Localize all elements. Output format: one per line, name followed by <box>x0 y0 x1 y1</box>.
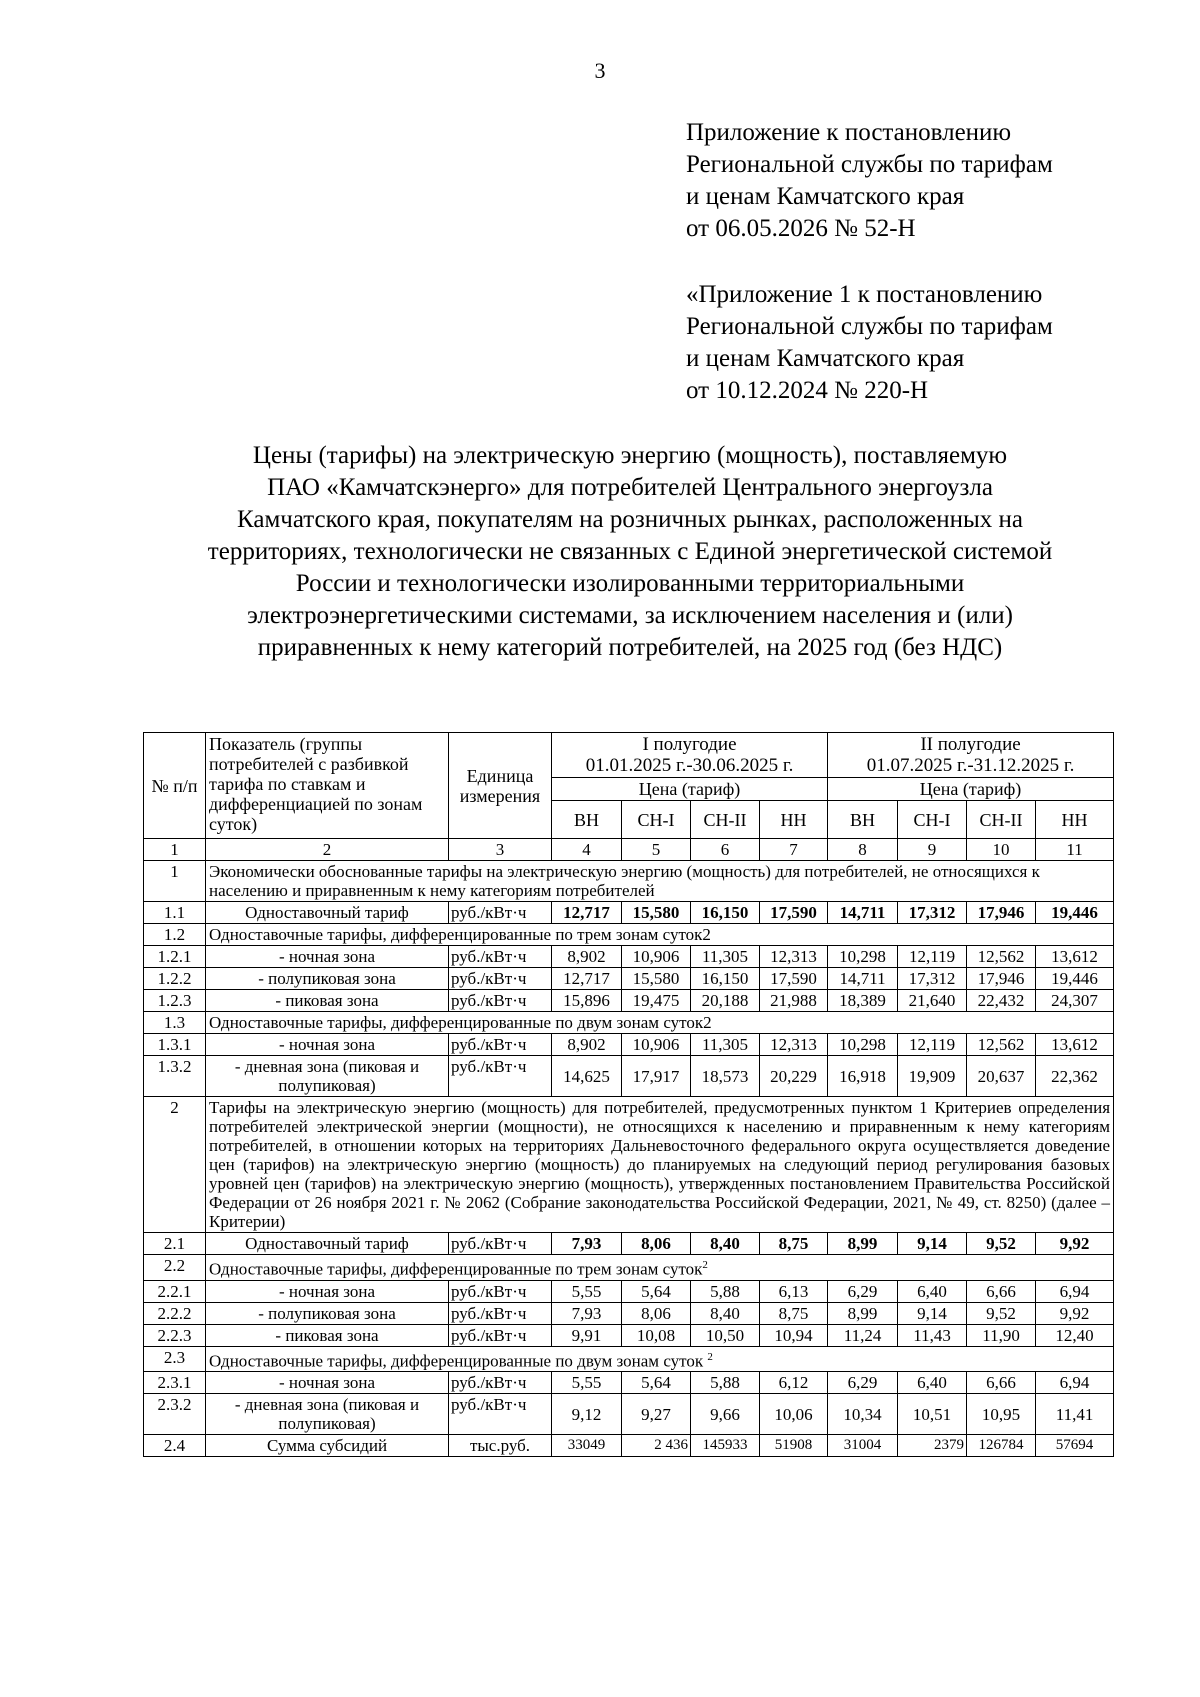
row-value: 11,305 <box>691 946 760 968</box>
title-line: Цены (тарифы) на электрическую энергию (мощность), поставляемую <box>252 442 1008 469</box>
row-value: 10,94 <box>760 1324 828 1346</box>
subsection-row <box>144 1255 1114 1281</box>
row-value: 9,66 <box>691 1394 760 1435</box>
table-row <box>144 1435 1114 1457</box>
title-line: электроэнергетическими системами, за исключением населения и (или) <box>247 602 1013 629</box>
col-number: 10 <box>967 839 1036 861</box>
row-value: 8,06 <box>622 1302 691 1324</box>
subsection-text <box>206 1255 1114 1281</box>
row-value: 22,362 <box>1036 1056 1114 1097</box>
row-name: - дневная зона (пиковая и полупиковая) <box>206 1394 449 1435</box>
row-num: 1.3.2 <box>144 1056 206 1097</box>
appendix-reference <box>686 117 1053 245</box>
row-unit: руб./кВт·ч <box>449 1372 552 1394</box>
row-name: - ночная зона <box>206 1034 449 1056</box>
previous-appendix-reference <box>686 279 1053 407</box>
header-indicator: Показатель (группы потребителей с разбивкой тарифа по ставкам и дифференциацией по зонам суток) <box>206 733 449 839</box>
table-row <box>144 968 1114 990</box>
row-value: 8,40 <box>691 1302 760 1324</box>
header-level: НН <box>760 801 828 839</box>
row-value: 6,12 <box>760 1372 828 1394</box>
row-value: 13,612 <box>1036 946 1114 968</box>
row-value: 17,946 <box>967 968 1036 990</box>
tariff-table <box>143 732 1114 1457</box>
row-unit: руб./кВт·ч <box>449 1280 552 1302</box>
title-line: приравненных к нему категорий потребителей, на 2025 год (без НДС) <box>257 634 1003 661</box>
half-1-period: 01.01.2025 г.-30.06.2025 г. <box>585 755 794 776</box>
subsection-text: Одноставочные тарифы, дифференцированные по трем зонам суток2 <box>206 924 1114 946</box>
table-row <box>144 1233 1114 1255</box>
appendix-line: «Приложение 1 к постановлению <box>686 281 1043 308</box>
row-value: 9,91 <box>552 1324 622 1346</box>
row-value: 9,14 <box>898 1302 967 1324</box>
row-value: 11,24 <box>828 1324 898 1346</box>
row-value: 10,298 <box>828 946 898 968</box>
row-value: 15,580 <box>622 968 691 990</box>
row-value: 12,313 <box>760 1034 828 1056</box>
row-value: 18,573 <box>691 1056 760 1097</box>
row-num: 1.2 <box>144 924 206 946</box>
row-value: 6,13 <box>760 1280 828 1302</box>
title-line: России и технологически изолированными территориальными <box>295 570 965 597</box>
row-value: 11,41 <box>1036 1394 1114 1435</box>
header-unit: Единица измерения <box>449 733 552 839</box>
row-value: 2379 <box>898 1435 967 1457</box>
row-unit: руб./кВт·ч <box>449 946 552 968</box>
row-value: 20,229 <box>760 1056 828 1097</box>
col-number: 6 <box>691 839 760 861</box>
row-value: 14,711 <box>828 968 898 990</box>
subsection-row <box>144 1346 1114 1372</box>
header-level: ВН <box>552 801 622 839</box>
row-name: Одноставочный тариф <box>206 1233 449 1255</box>
row-num: 2.2 <box>144 1255 206 1281</box>
row-value: 24,307 <box>1036 990 1114 1012</box>
row-value: 10,298 <box>828 1034 898 1056</box>
row-value: 11,43 <box>898 1324 967 1346</box>
appendix-line: Региональной службы по тарифам <box>686 151 1053 178</box>
table-row <box>144 1324 1114 1346</box>
header-level: НН <box>1036 801 1114 839</box>
header-level: ВН <box>828 801 898 839</box>
row-num: 2.1 <box>144 1233 206 1255</box>
table-row <box>144 1372 1114 1394</box>
row-value: 8,40 <box>691 1233 760 1255</box>
row-value: 8,75 <box>760 1233 828 1255</box>
subsection-text <box>206 1346 1114 1372</box>
row-value: 12,717 <box>552 902 622 924</box>
row-value: 9,52 <box>967 1302 1036 1324</box>
subsection-row <box>144 924 1114 946</box>
row-value: 6,94 <box>1036 1280 1114 1302</box>
row-num: 2.3 <box>144 1346 206 1372</box>
row-value: 19,446 <box>1036 902 1114 924</box>
half-1-title: I полугодие <box>642 734 737 755</box>
row-num: 2.3.2 <box>144 1394 206 1435</box>
row-value: 12,119 <box>898 1034 967 1056</box>
row-value: 19,475 <box>622 990 691 1012</box>
row-value: 13,612 <box>1036 1034 1114 1056</box>
col-number: 11 <box>1036 839 1114 861</box>
row-value: 17,590 <box>760 968 828 990</box>
row-value: 14,711 <box>828 902 898 924</box>
subsection-label: Одноставочные тарифы, дифференцированные по двум зонам суток <box>209 1351 708 1371</box>
row-value: 10,51 <box>898 1394 967 1435</box>
row-unit: руб./кВт·ч <box>449 1394 552 1435</box>
header-level: СН-I <box>622 801 691 839</box>
row-name: - пиковая зона <box>206 990 449 1012</box>
row-num: 1.1 <box>144 902 206 924</box>
row-value: 12,40 <box>1036 1324 1114 1346</box>
section-text: Тарифы на электрическую энергию (мощность) для потребителей, предусмотренных пунктом 1 Критериев определения потребителей электрической энергии (мощности), не относящихся к населению и приравненным к нему категориям потребителей, в отношении которых на территориях Дальневосточного федерального округа осуществляется доведение цен (тарифов) на электрическую энергию (мощность) до планируемых на следующий период регулирования базовых уровней цен (тарифов) на электрическую энергию (мощность), утвержденных постановлением Правительства Российской Федерации от 26 ноября 2021 г. № 2062 (Собрание законодательства Российской Федерации, 2021, № 49, ст. 8250) (далее – Критерии) <box>206 1097 1114 1233</box>
footnote-marker: 2 <box>702 1259 708 1271</box>
page-number: 3 <box>594 58 606 83</box>
row-value: 16,918 <box>828 1056 898 1097</box>
row-value: 6,66 <box>967 1280 1036 1302</box>
header-level: СН-II <box>967 801 1036 839</box>
row-value: 6,66 <box>967 1372 1036 1394</box>
row-value: 8,06 <box>622 1233 691 1255</box>
footnote-marker: 2 <box>707 1350 713 1363</box>
row-value: 22,432 <box>967 990 1036 1012</box>
header-level: СН-I <box>898 801 967 839</box>
row-value: 16,150 <box>691 968 760 990</box>
row-value: 16,150 <box>691 902 760 924</box>
row-value: 14,625 <box>552 1056 622 1097</box>
row-value: 12,119 <box>898 946 967 968</box>
row-value: 9,52 <box>967 1233 1036 1255</box>
row-unit: руб./кВт·ч <box>449 1056 552 1097</box>
section-row <box>144 861 1114 902</box>
row-value: 8,902 <box>552 946 622 968</box>
row-num: 1.3 <box>144 1012 206 1034</box>
table-row <box>144 946 1114 968</box>
section-row <box>144 1097 1114 1233</box>
row-value: 19,909 <box>898 1056 967 1097</box>
row-value: 12,313 <box>760 946 828 968</box>
row-value: 21,640 <box>898 990 967 1012</box>
row-num: 1.2.3 <box>144 990 206 1012</box>
row-num: 1.2.1 <box>144 946 206 968</box>
row-value: 15,580 <box>622 902 691 924</box>
table-row <box>144 902 1114 924</box>
row-value: 20,637 <box>967 1056 1036 1097</box>
subsection-row <box>144 1012 1114 1034</box>
row-value: 10,08 <box>622 1324 691 1346</box>
table-row <box>144 1394 1114 1435</box>
row-name: - полупиковая зона <box>206 968 449 990</box>
row-unit: руб./кВт·ч <box>449 968 552 990</box>
subsection-text: Одноставочные тарифы, дифференцированные по двум зонам суток2 <box>206 1012 1114 1034</box>
row-name: - ночная зона <box>206 1372 449 1394</box>
row-value: 10,906 <box>622 946 691 968</box>
row-value: 12,562 <box>967 1034 1036 1056</box>
row-value: 17,590 <box>760 902 828 924</box>
header-num: № п/п <box>144 733 206 839</box>
row-unit: руб./кВт·ч <box>449 990 552 1012</box>
col-number: 7 <box>760 839 828 861</box>
appendix-line: Приложение к постановлению <box>686 119 1012 146</box>
row-value: 5,88 <box>691 1372 760 1394</box>
row-value: 17,312 <box>898 968 967 990</box>
row-unit: руб./кВт·ч <box>449 1324 552 1346</box>
row-value: 9,27 <box>622 1394 691 1435</box>
section-text: Экономически обоснованные тарифы на электрическую энергию (мощность) для потребителей, не относящихся к населению и приравненным к нему категориям потребителей <box>206 861 1114 902</box>
row-num: 1.2.2 <box>144 968 206 990</box>
row-value: 51908 <box>760 1435 828 1457</box>
row-value: 7,93 <box>552 1302 622 1324</box>
row-value: 11,305 <box>691 1034 760 1056</box>
row-value: 9,12 <box>552 1394 622 1435</box>
subsection-label: Одноставочные тарифы, дифференцированные по трем зонам суток <box>209 1259 703 1279</box>
col-number: 2 <box>206 839 449 861</box>
header-half-1 <box>552 733 828 778</box>
row-value: 11,90 <box>967 1324 1036 1346</box>
header-price-2: Цена (тариф) <box>828 778 1114 801</box>
table-row <box>144 1280 1114 1302</box>
row-value: 33049 <box>552 1435 622 1457</box>
col-number: 9 <box>898 839 967 861</box>
row-name: - полупиковая зона <box>206 1302 449 1324</box>
col-number: 5 <box>622 839 691 861</box>
row-unit: руб./кВт·ч <box>449 1034 552 1056</box>
row-name: - ночная зона <box>206 946 449 968</box>
table-row <box>144 1302 1114 1324</box>
header-half-2 <box>828 733 1114 778</box>
row-value: 6,29 <box>828 1280 898 1302</box>
row-num: 2.3.1 <box>144 1372 206 1394</box>
row-num: 2 <box>144 1097 206 1233</box>
col-number: 8 <box>828 839 898 861</box>
row-value: 126784 <box>967 1435 1036 1457</box>
row-value: 10,95 <box>967 1394 1036 1435</box>
row-value: 15,896 <box>552 990 622 1012</box>
appendix-line: Региональной службы по тарифам <box>686 313 1053 340</box>
row-value: 6,40 <box>898 1372 967 1394</box>
row-value: 12,717 <box>552 968 622 990</box>
row-value: 5,88 <box>691 1280 760 1302</box>
row-name: - дневная зона (пиковая и полупиковая) <box>206 1056 449 1097</box>
column-number-row <box>144 839 1114 861</box>
row-value: 10,906 <box>622 1034 691 1056</box>
row-unit: руб./кВт·ч <box>449 1302 552 1324</box>
row-value: 10,50 <box>691 1324 760 1346</box>
row-name: Сумма субсидий <box>206 1435 449 1457</box>
row-value: 18,389 <box>828 990 898 1012</box>
row-num: 2.4 <box>144 1435 206 1457</box>
row-num: 2.2.1 <box>144 1280 206 1302</box>
row-value: 5,55 <box>552 1280 622 1302</box>
row-value: 10,34 <box>828 1394 898 1435</box>
table-row <box>144 1056 1114 1097</box>
appendix-line: от 10.12.2024 № 220-Н <box>686 377 929 404</box>
document-title <box>140 440 1120 664</box>
row-name: - ночная зона <box>206 1280 449 1302</box>
row-value: 6,94 <box>1036 1372 1114 1394</box>
row-value: 17,946 <box>967 902 1036 924</box>
row-value: 10,06 <box>760 1394 828 1435</box>
row-value: 31004 <box>828 1435 898 1457</box>
row-value: 9,92 <box>1036 1233 1114 1255</box>
half-2-title: II полугодие <box>920 734 1021 755</box>
appendix-line: и ценам Камчатского края <box>686 345 965 372</box>
row-value: 5,55 <box>552 1372 622 1394</box>
col-number: 1 <box>144 839 206 861</box>
row-value: 9,92 <box>1036 1302 1114 1324</box>
row-value: 21,988 <box>760 990 828 1012</box>
row-value: 8,99 <box>828 1233 898 1255</box>
row-value: 19,446 <box>1036 968 1114 990</box>
row-unit: руб./кВт·ч <box>449 902 552 924</box>
table-row <box>144 990 1114 1012</box>
row-value: 17,917 <box>622 1056 691 1097</box>
table-row <box>144 1034 1114 1056</box>
header-price-1: Цена (тариф) <box>552 778 828 801</box>
row-value: 6,29 <box>828 1372 898 1394</box>
appendix-line: от 06.05.2026 № 52-Н <box>686 215 916 242</box>
title-line: ПАО «Камчатскэнерго» для потребителей Центрального энергоузла <box>267 474 993 501</box>
row-num: 2.2.3 <box>144 1324 206 1346</box>
col-number: 4 <box>552 839 622 861</box>
row-value: 20,188 <box>691 990 760 1012</box>
title-line: территориях, технологически не связанных с Единой энергетической системой <box>207 538 1053 565</box>
appendix-line: и ценам Камчатского края <box>686 183 965 210</box>
row-name: Одноставочный тариф <box>206 902 449 924</box>
row-value: 6,40 <box>898 1280 967 1302</box>
row-num: 2.2.2 <box>144 1302 206 1324</box>
row-value: 145933 <box>691 1435 760 1457</box>
col-number: 3 <box>449 839 552 861</box>
row-num: 1 <box>144 861 206 902</box>
row-value: 9,14 <box>898 1233 967 1255</box>
row-value: 12,562 <box>967 946 1036 968</box>
header-level: СН-II <box>691 801 760 839</box>
row-value: 8,99 <box>828 1302 898 1324</box>
row-value: 5,64 <box>622 1280 691 1302</box>
title-line: Камчатского края, покупателям на розничных рынках, расположенных на <box>237 506 1023 533</box>
half-2-period: 01.07.2025 г.-31.12.2025 г. <box>866 755 1075 776</box>
row-num: 1.3.1 <box>144 1034 206 1056</box>
row-value: 8,75 <box>760 1302 828 1324</box>
row-value: 5,64 <box>622 1372 691 1394</box>
row-value: 8,902 <box>552 1034 622 1056</box>
row-name: - пиковая зона <box>206 1324 449 1346</box>
row-unit: тыс.руб. <box>449 1435 552 1457</box>
row-unit: руб./кВт·ч <box>449 1233 552 1255</box>
row-value: 7,93 <box>552 1233 622 1255</box>
row-value: 57694 <box>1036 1435 1114 1457</box>
row-value: 2 436 <box>622 1435 691 1457</box>
row-value: 17,312 <box>898 902 967 924</box>
